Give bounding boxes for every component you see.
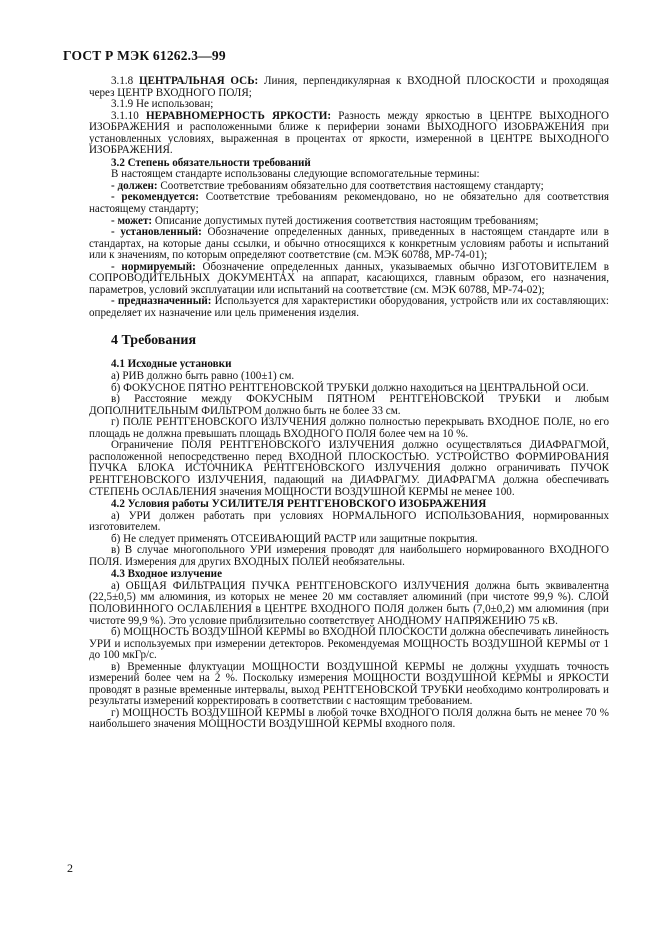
standard-header: ГОСТ Р МЭК 61262.3—99 — [63, 48, 226, 63]
heading-4-1: 4.1 Исходные установки — [111, 358, 232, 371]
clause-number: 3.1.10 — [111, 109, 139, 122]
para-4-2-b: б) Не следует применять ОТСЕИВАЮЩИЙ РАСТР или защитные покрытия. — [111, 532, 478, 545]
term-text: Соответствие требованиям обязательно для соответствия настоящему стандарту; — [160, 179, 544, 192]
para-4-3-b: б) МОЩНОСТЬ ВОЗДУШНОЙ КЕРМЫ во ВХОДНОЙ ПЛОСКОСТИ должна обеспечивать линейность УРИ и используемых при измерении детекторов. Рекомендуемая МОЩНОСТЬ ВОЗДУШНОЙ КЕРМЫ от 1 до 100 мкГр/с. — [89, 626, 609, 662]
para-4-3-a: а) ОБЩАЯ ФИЛЬТРАЦИЯ ПУЧКА РЕНТГЕНОВСКОГО ИЗЛУЧЕНИЯ должна быть эквивалентна (22,5±0,5) мм алюминия, из которых не менее 20 мм составляет алюминий (при чистоте 99,9 %). СЛОЙ ПОЛОВИННОГО ОСЛАБЛЕНИЯ в ЦЕНТРЕ ВХОДНОГО ПОЛЯ должен быть (7,0±0,2) мм алюминия (при чистоте 99,9 %). Это условие приблизительно соответствует АНОДНОМУ НАПРЯЖЕНИЮ 75 кВ. — [89, 579, 609, 627]
para-4-1-c: в) Расстояние между ФОКУСНЫМ ПЯТНОМ РЕНТГЕНОВСКОЙ ТРУБКИ и любым ДОПОЛНИТЕЛЬНЫМ ФИЛЬТРОМ должно быть не более 33 см. — [89, 393, 609, 417]
term-label: - рекомендуется: — [111, 191, 199, 204]
para-4-1-a: а) РИВ должно быть равно (100±1) см. — [111, 370, 295, 383]
document-body — [89, 76, 609, 731]
page-number: 2 — [67, 861, 73, 875]
term-brightness-nonuniformity: НЕРАВНОМЕРНОСТЬ ЯРКОСТИ: — [145, 109, 332, 122]
term-item — [89, 227, 609, 262]
term-definition: Не использован; — [135, 98, 214, 111]
para-4-3-d: г) МОЩНОСТЬ ВОЗДУШНОЙ КЕРМЫ в любой точке ВХОДНОГО ПОЛЯ должна быть не менее 70 % наибольшего значения МОЩНОСТИ ВОЗДУШНОЙ КЕРМЫ входного поля. — [89, 706, 609, 731]
para-4-1-b: б) ФОКУСНОЕ ПЯТНО РЕНТГЕНОВСКОЙ ТРУБКИ должно находиться на ЦЕНТРАЛЬНОЙ ОСИ. — [111, 381, 589, 394]
heading-4-2: 4.2 Условия работы УСИЛИТЕЛЯ РЕНТГЕНОВСКОГО ИЗОБРАЖЕНИЯ — [111, 498, 487, 511]
term-definition: Разность между яркостью в ЦЕНТРЕ ВЫХОДНОГО ИЗОБРАЖЕНИЯ и расположенными ближе к периферии зонами ВЫХОДНОГО ИЗОБРАЖЕНИЯ при установленных условиях, выраженная в процентах от яркости, измеренной в ЦЕНТРЕ ВЫХОДНОГО ИЗОБРАЖЕНИЯ. — [89, 109, 609, 157]
heading-4-3: 4.3 Входное излучение — [111, 568, 223, 581]
term-text: Обозначение определенных данных, приведенных в настоящем стандарте или в стандартах, на которые даны ссылки, и обычно относящихся к конкретным условиям работы и испытаний или к значениям, по которым определяют соответствие (см. МЭК 60788, МР-74-01); — [89, 226, 609, 262]
term-label: - должен: — [111, 179, 158, 192]
clause-3-1-8 — [89, 76, 609, 99]
term-text: Соответствие требованиям рекомендовано, но не обязательно для соответствия настоящему стандарту; — [89, 191, 610, 216]
heading-3-2: 3.2 Степень обязательности требований — [111, 156, 311, 169]
term-item — [89, 192, 609, 215]
term-label: - может: — [111, 214, 153, 227]
term-text: Обозначение определенных данных, указываемых обычно ИЗГОТОВИТЕЛЕМ в СОПРОВОДИТЕЛЬНЫХ ДОКУМЕНТАХ на аппарат, касающихся, главным образом, его назначения, параметров, условий эксплуатации или испытаний на соответствие (см. МЭК 60788, МР-74-02); — [89, 260, 609, 296]
para-4-1-d: г) ПОЛЕ РЕНТГЕНОВСКОГО ИЗЛУЧЕНИЯ должно полностью перекрывать ВХОДНОЕ ПОЛЕ, но его площадь не должна превышать площадь ВХОДНОГО ПОЛЯ более чем на 10 %. — [89, 416, 609, 440]
term-label: - предназначенный: — [111, 295, 212, 308]
term-item — [89, 262, 609, 297]
para-3-2-intro: В настоящем стандарте использованы следующие вспомогательные термины: — [111, 168, 480, 181]
term-label: - нормируемый: — [111, 260, 196, 273]
term-central-axis: ЦЕНТРАЛЬНАЯ ОСЬ: — [138, 75, 259, 87]
term-text: Описание допустимых путей достижения соответствия настоящим требованиям; — [154, 214, 539, 227]
para-4-2-a: а) УРИ должен работать при условиях НОРМАЛЬНОГО ИСПОЛЬЗОВАНИЯ, нормированных изготовителем. — [89, 509, 609, 534]
para-4-1-e: Ограничение ПОЛЯ РЕНТГЕНОВСКОГО ИЗЛУЧЕНИЯ должно осуществляться ДИАФРАГМОЙ, расположенной непосредственно перед ВХОДНОЙ ПЛОСКОСТЬЮ. УСТРОЙСТВО ФОРМИРОВАНИЯ ПУЧКА БЛОКА ИСТОЧНИКА РЕНТГЕНОВСКОГО ИЗЛУЧЕНИЯ должно ограничивать ПУЧОК РЕНТГЕНОВСКОГО ИЗЛУЧЕНИЯ, падающий на ДИАФРАГМУ. ДИАФРАГМА должна обеспечивать СТЕПЕНЬ ОСЛАБЛЕНИЯ значения МОЩНОСТИ ВОЗДУШНОЙ КЕРМЫ не менее 100. — [89, 439, 609, 498]
clause-number: 3.1.9 — [111, 98, 134, 111]
section-4-heading: 4 Требования — [111, 333, 197, 349]
para-4-2-c: в) В случае многопольного УРИ измерения проводят для наибольшего нормированного ВХОДНОГО ПОЛЯ. Измерения для других ВХОДНЫХ ПОЛЕЙ необязательны. — [89, 544, 609, 568]
clause-number: 3.1.8 — [111, 75, 134, 87]
term-item — [89, 296, 609, 319]
clause-3-1-10 — [89, 111, 609, 157]
term-definition: Линия, перпендикулярная к ВХОДНОЙ ПЛОСКОСТИ и проходящая через ЦЕНТР ВХОДНОГО ПОЛЯ; — [89, 75, 610, 99]
term-label: - установленный: — [111, 226, 202, 239]
term-text: Используется для характеристики оборудования, устройств или их составляющих: определяет их назначение или цель применения изделия. — [89, 295, 610, 319]
para-4-3-c: в) Временные флуктуации МОЩНОСТИ ВОЗДУШНОЙ КЕРМЫ не должны ухудшать точность измерений более чем на 2 %. Поскольку измерения МОЩНОСТИ ВОЗДУШНОЙ КЕРМЫ и ЯРКОСТИ проводят в разные временные интервалы, выход РЕНТГЕНОВСКОЙ ТРУБКИ необходимо контролировать и результаты измерений корректировать в соответствии с настоящим требованием. — [89, 660, 609, 708]
